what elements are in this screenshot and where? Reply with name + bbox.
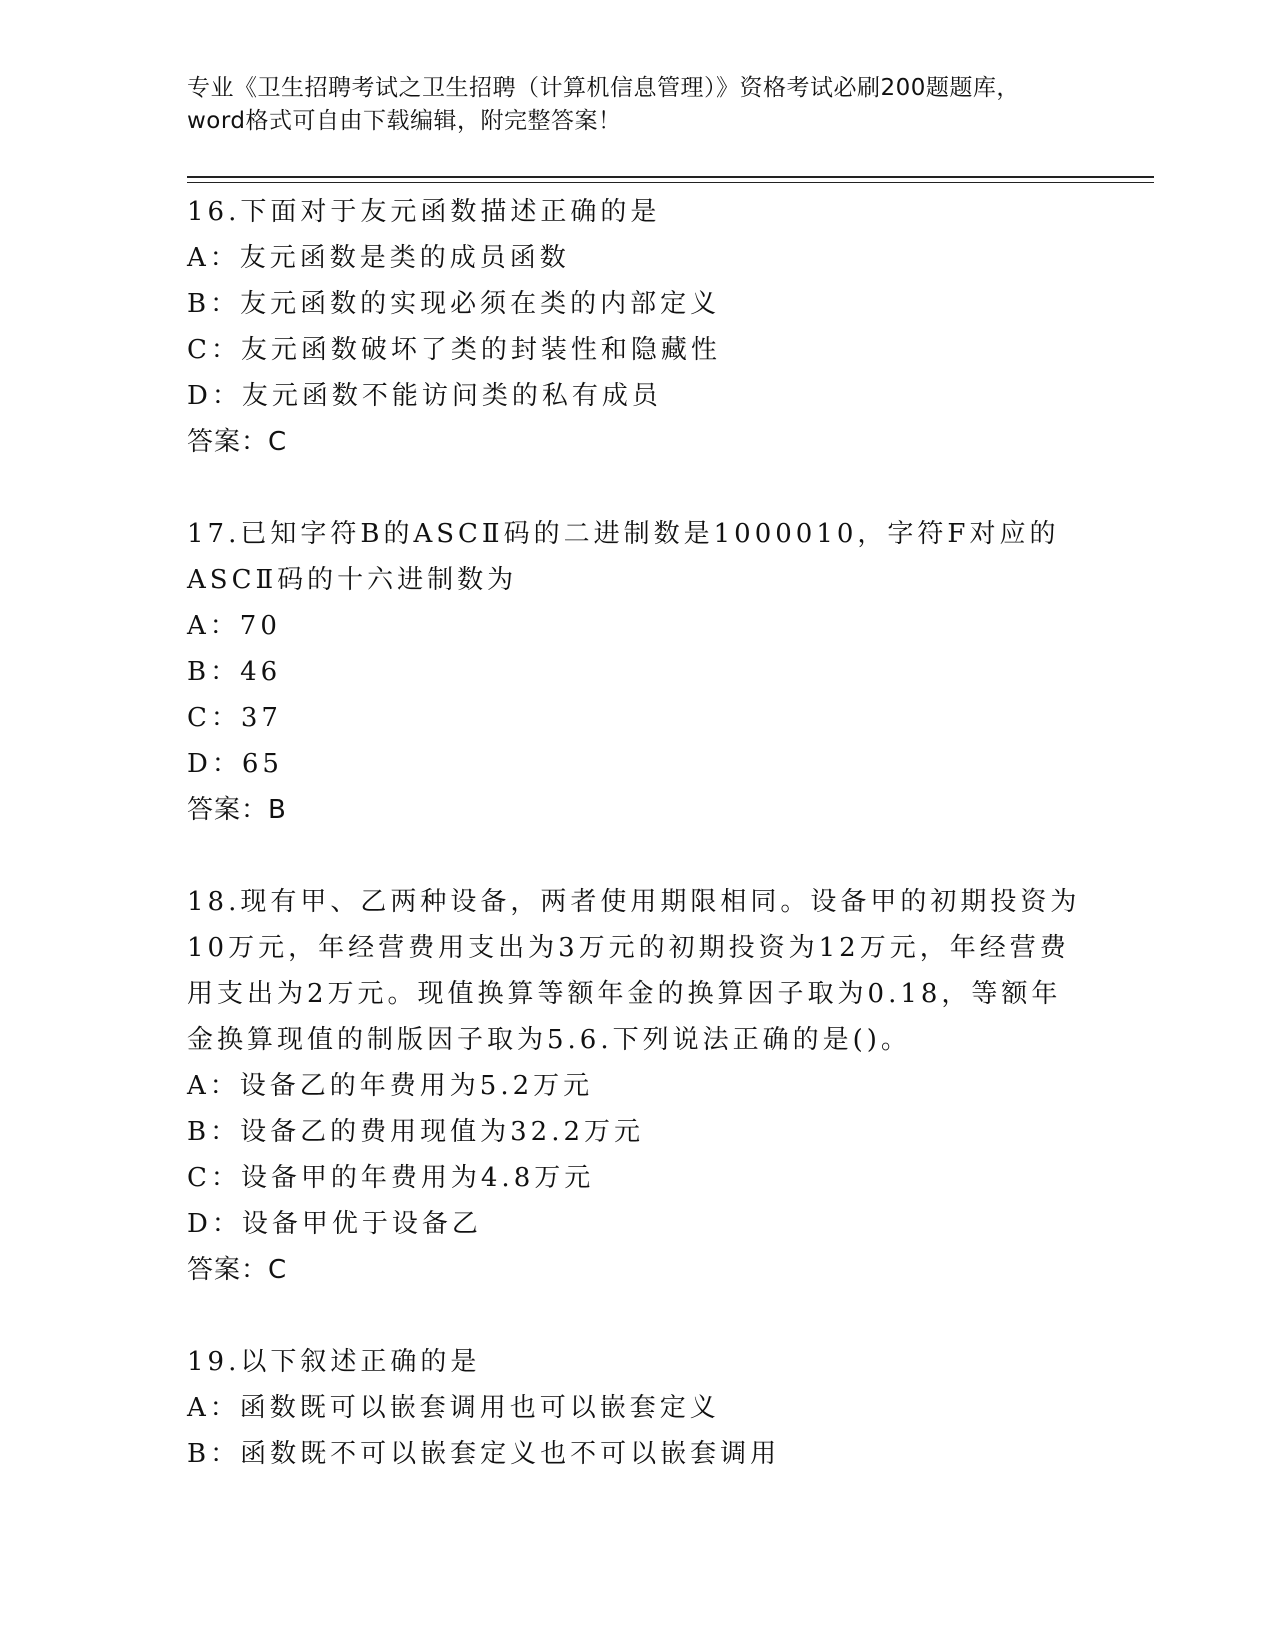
header-line-1: 专业《卫生招聘考试之卫生招聘（计算机信息管理）》资格考试必刷200题题库， bbox=[187, 75, 1020, 101]
question-18 bbox=[187, 879, 1087, 1293]
question-list bbox=[187, 189, 1087, 1523]
header-divider-thin bbox=[187, 182, 1154, 183]
option-b: B：友元函数的实现必须在类的内部定义 bbox=[187, 289, 721, 319]
option-d: D：友元函数不能访问类的私有成员 bbox=[187, 381, 662, 411]
option-c: C：37 bbox=[187, 703, 282, 733]
option-a: A：70 bbox=[187, 611, 281, 641]
question-stem: 16.下面对于友元函数描述正确的是 bbox=[187, 197, 661, 227]
answer-line: 答案：C bbox=[187, 1255, 288, 1285]
option-b: B：46 bbox=[187, 657, 282, 687]
option-a: A：友元函数是类的成员函数 bbox=[187, 243, 570, 273]
option-a: A：函数既可以嵌套调用也可以嵌套定义 bbox=[187, 1393, 720, 1423]
answer-line: 答案：B bbox=[187, 795, 287, 825]
question-19 bbox=[187, 1339, 1087, 1477]
question-stem: 18.现有甲、乙两种设备，两者使用期限相同。设备甲的初期投资为10万元，年经营费用支出为3万元的初期投资为12万元，年经营费用支出为2万元。现值换算等额年金的换算因子取为0.18，等额年金换算现值的制版因子取为5.6.下列说法正确的是()。 bbox=[187, 887, 1081, 1055]
question-stem: 17.已知字符B的ASCⅡ码的二进制数是1000010，字符F对应的ASCⅡ码的十六进制数为 bbox=[187, 519, 1060, 595]
question-16 bbox=[187, 189, 1087, 465]
option-a: A：设备乙的年费用为5.2万元 bbox=[187, 1071, 594, 1101]
question-stem: 19.以下叙述正确的是 bbox=[187, 1347, 481, 1377]
question-17 bbox=[187, 511, 1087, 833]
answer-line: 答案：C bbox=[187, 427, 288, 457]
option-d: D：65 bbox=[187, 749, 283, 779]
option-b: B：设备乙的费用现值为32.2万元 bbox=[187, 1117, 644, 1147]
option-c: C：友元函数破坏了类的封装性和隐藏性 bbox=[187, 335, 721, 365]
document-header bbox=[187, 72, 1087, 138]
header-line-2: word格式可自由下载编辑，附完整答案！ bbox=[187, 108, 622, 134]
header-divider-thick bbox=[187, 176, 1154, 178]
option-d: D：设备甲优于设备乙 bbox=[187, 1209, 482, 1239]
option-c: C：设备甲的年费用为4.8万元 bbox=[187, 1163, 595, 1193]
option-b: B：函数既不可以嵌套定义也不可以嵌套调用 bbox=[187, 1439, 781, 1469]
